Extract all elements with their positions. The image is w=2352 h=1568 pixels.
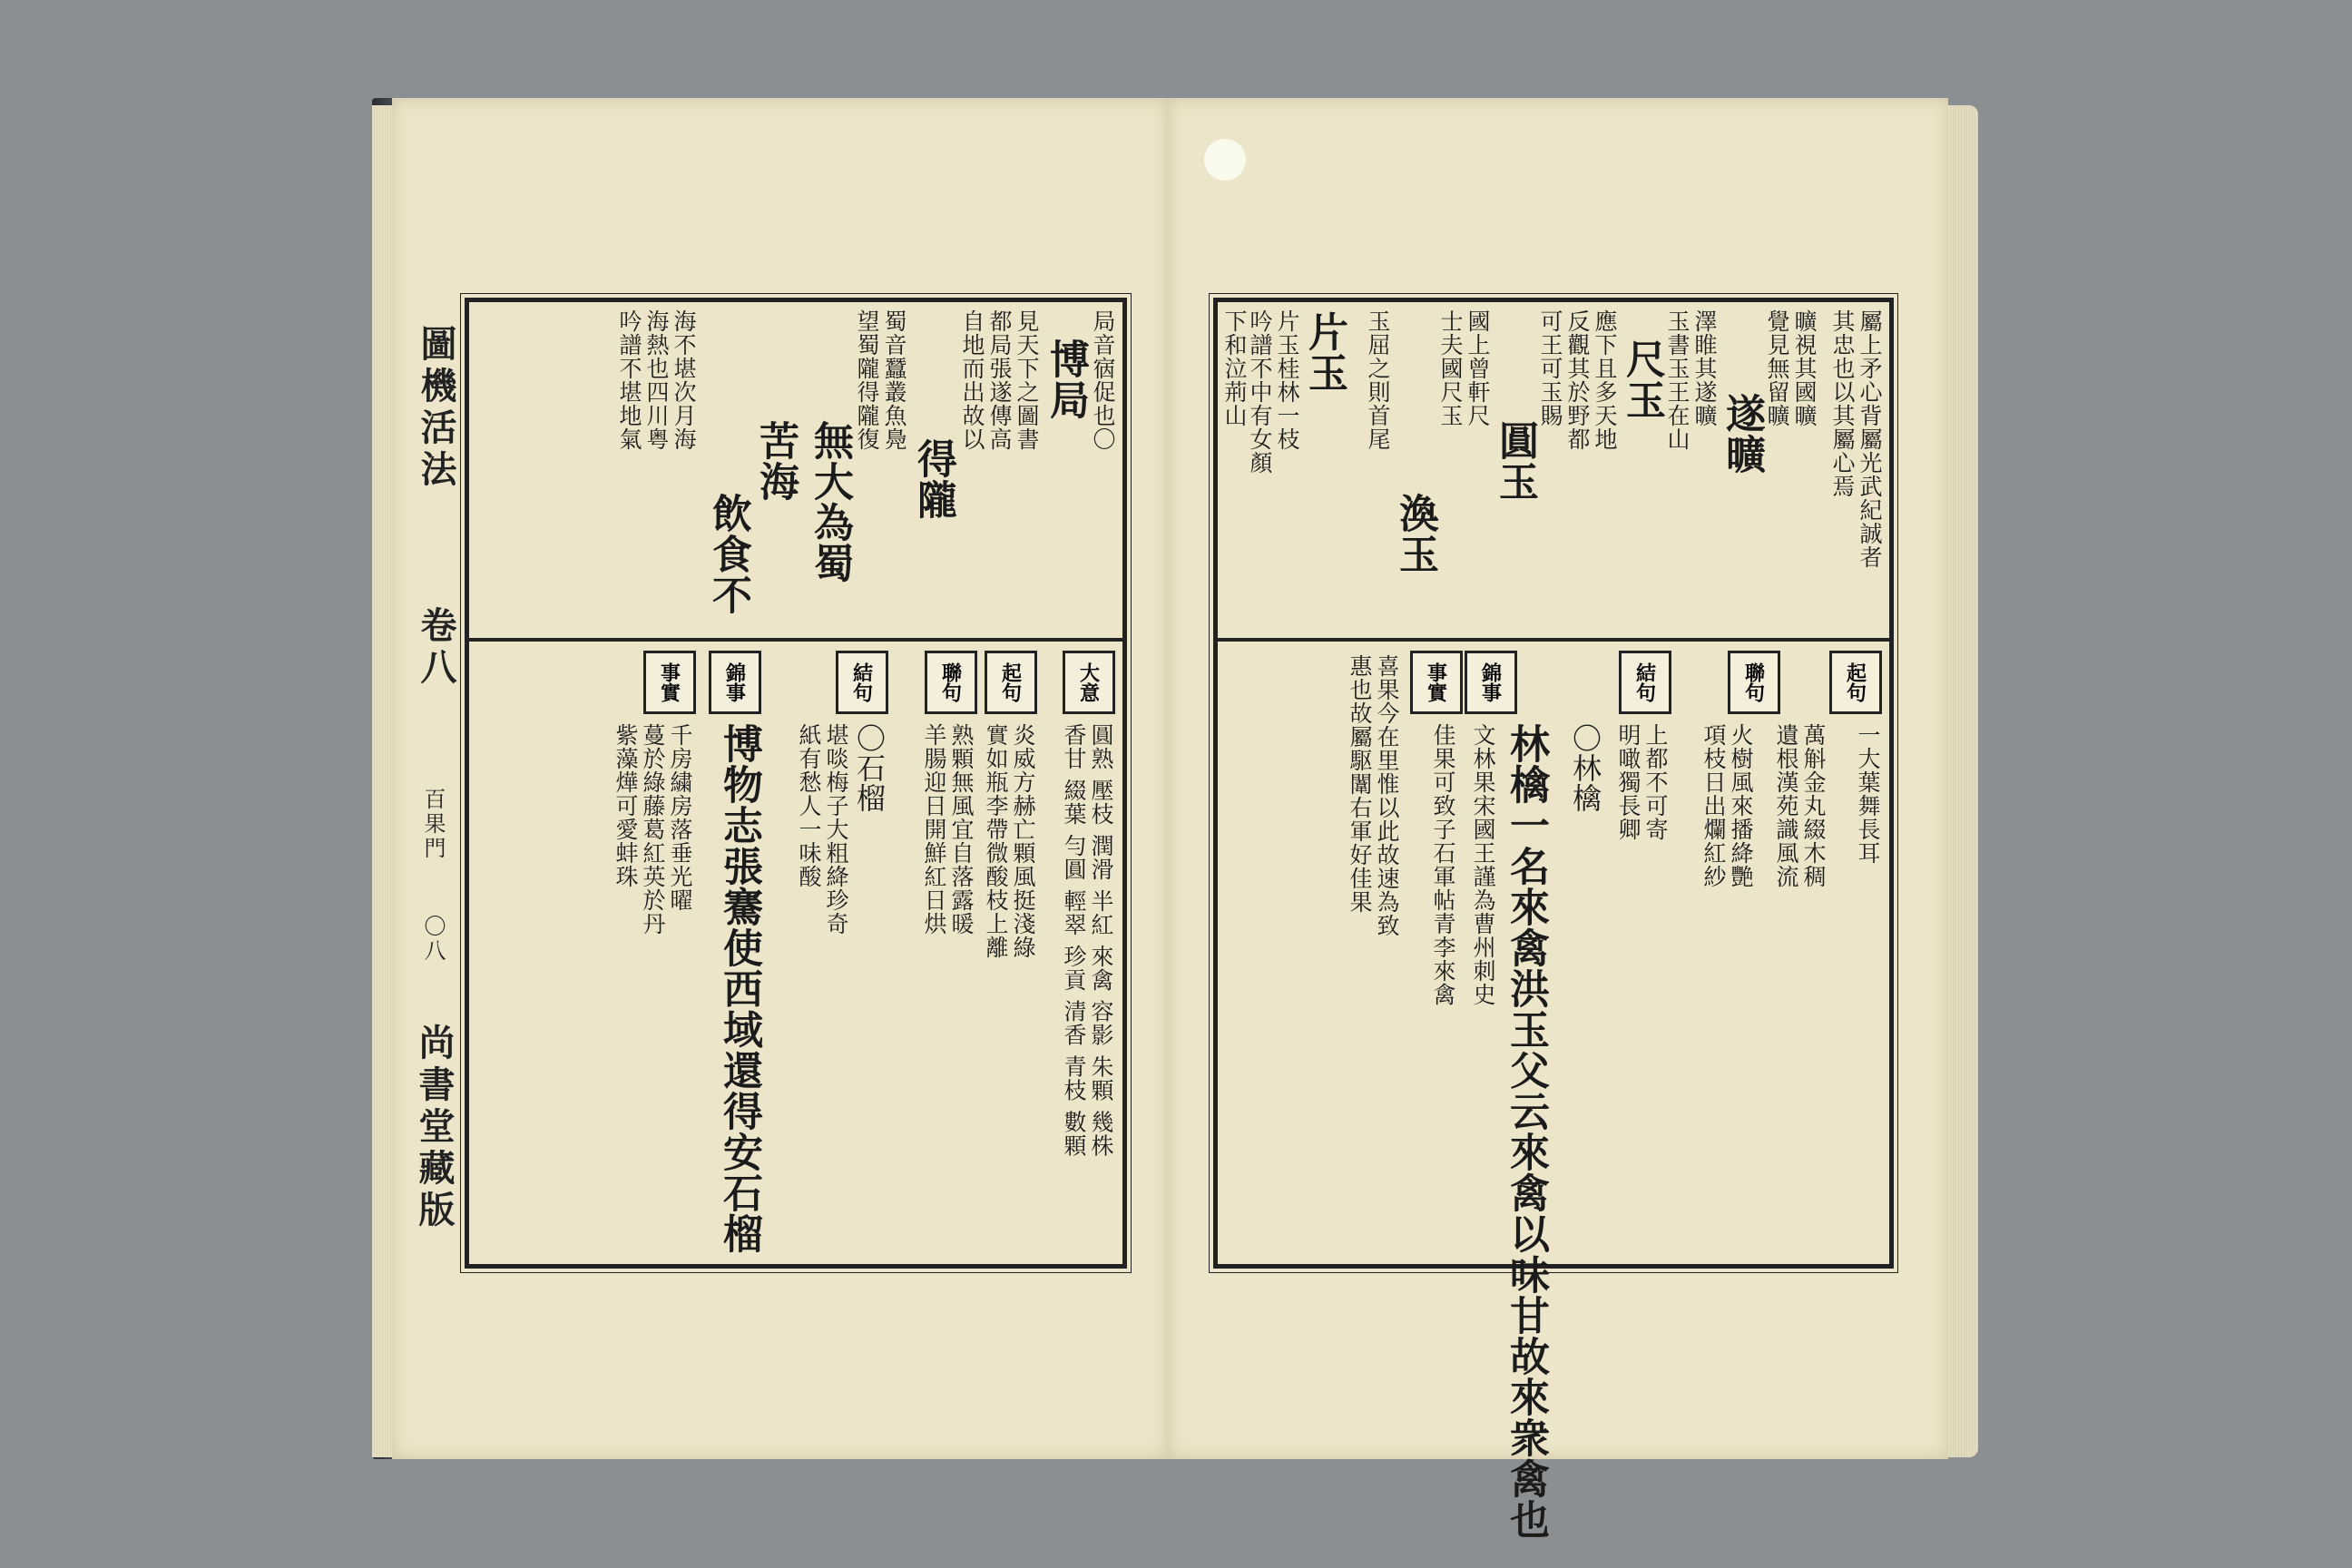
left-page-edge bbox=[372, 105, 392, 1457]
text-column: 都局張遂傳高 bbox=[986, 309, 1013, 451]
entry-heading: 得隴 bbox=[910, 438, 956, 520]
text-column: 見天下之圖書 bbox=[1014, 309, 1040, 451]
entry-heading: 無大為蜀 bbox=[807, 420, 853, 583]
text-column: 熟顆無風宜自落露暖 bbox=[948, 723, 975, 936]
text-column: 蜀音蠶叢魚鳧 bbox=[881, 309, 907, 451]
text-column: 佳果可致子石軍帖青李來禽 bbox=[1430, 723, 1456, 1006]
text-column: 澤睢其遂曠 bbox=[1691, 309, 1718, 427]
section-tag: 錦事 bbox=[709, 651, 761, 714]
entry-heading: 博局 bbox=[1043, 338, 1089, 420]
text-column: 惠也故屬駆闈右軍好佳果 bbox=[1347, 654, 1373, 914]
left-text-frame bbox=[465, 298, 1127, 1269]
text-column: 覺見無留曠 bbox=[1764, 309, 1790, 427]
text-column: 吟譜不中有女顏 bbox=[1247, 309, 1273, 475]
entry-heading: 片玉 bbox=[1301, 311, 1348, 393]
text-column: 反觀其於野都 bbox=[1564, 309, 1591, 451]
right-lower-register bbox=[1218, 642, 1889, 1540]
text-column: 文林果宋國王謹為曹州刺史 bbox=[1470, 723, 1496, 1006]
publisher-imprint: 尚書堂藏版 bbox=[413, 1024, 456, 1232]
text-column: 望蜀隴得隴復 bbox=[854, 309, 880, 451]
text-column: 明噉獨長卿 bbox=[1615, 723, 1642, 841]
text-column: 遺根漢苑識風流 bbox=[1773, 723, 1799, 888]
text-column: 喜果今在里惟以此故速為致 bbox=[1374, 654, 1400, 937]
section-tag: 大意 bbox=[1063, 651, 1115, 714]
text-column: 海不堪次月海 bbox=[671, 309, 697, 451]
entry-heading: 圓玉 bbox=[1492, 420, 1538, 502]
text-column: 一大葉舞長耳 bbox=[1855, 723, 1881, 865]
text-column: 炎威方赫亡顆風挺淺綠 bbox=[1010, 723, 1036, 959]
text-column: 屬上矛心背屬光武紀誠者 bbox=[1857, 309, 1883, 569]
text-column: 紫藻燁可愛蚌珠 bbox=[612, 723, 639, 888]
page-fore-edge bbox=[1948, 105, 1978, 1457]
entry-heading: 〇石榴 bbox=[852, 723, 887, 813]
section-tag: 結句 bbox=[1619, 651, 1671, 714]
left-lower-register bbox=[469, 642, 1122, 1264]
text-column: 千房繍房落垂光曜 bbox=[667, 723, 693, 912]
text-column: 可王可玉賜 bbox=[1537, 309, 1563, 427]
text-column: 士夫國尺玉 bbox=[1437, 309, 1464, 427]
margin-volume: 卷八 bbox=[415, 606, 457, 690]
text-column: 玉屈之則首尾 bbox=[1365, 309, 1391, 451]
entry-heading: 博物志張騫使西域還得安石榴 bbox=[716, 723, 762, 1254]
text-column: 吟譜不堪地氣 bbox=[616, 309, 642, 451]
paper-spot bbox=[1204, 139, 1246, 181]
entry-heading: 飲食不 bbox=[705, 493, 751, 615]
text-column: 玉書玉王在山 bbox=[1664, 309, 1690, 451]
entry-heading: 林檎一名來禽洪玉父云來禽以味甘故來衆禽也 bbox=[1503, 723, 1549, 1540]
entry-heading: 渙玉 bbox=[1392, 493, 1438, 574]
text-column: 項枝日出爛紅紗 bbox=[1700, 723, 1727, 888]
text-column: 國上曾軒尺 bbox=[1465, 309, 1491, 427]
text-column: 火樹風來播絳艷 bbox=[1728, 723, 1754, 888]
left-page bbox=[392, 98, 1169, 1459]
text-column: 圓熟 壓枝 潤滑 半紅 來禽 容影 朱顆 幾株 bbox=[1088, 723, 1114, 1158]
section-tag: 起句 bbox=[985, 651, 1037, 714]
text-column: 海熱也四川粤 bbox=[643, 309, 670, 451]
section-tag: 錦事 bbox=[1465, 651, 1517, 714]
text-column: 羊腸迎日開鮮紅日烘 bbox=[921, 723, 947, 936]
text-column: 曠視其國曠 bbox=[1791, 309, 1818, 427]
entry-heading: 尺玉 bbox=[1619, 338, 1665, 420]
margin-section: 百果門 bbox=[420, 788, 446, 861]
text-column: 實如瓶李帶微酸枝上離 bbox=[983, 723, 1009, 959]
text-column: 上都不可寄 bbox=[1642, 723, 1669, 841]
section-tag: 聯句 bbox=[1728, 651, 1780, 714]
section-tag: 結句 bbox=[836, 651, 888, 714]
text-column: 下和泣荊山 bbox=[1221, 309, 1248, 427]
text-column: 應下且多天地 bbox=[1592, 309, 1618, 451]
section-tag: 聯句 bbox=[925, 651, 977, 714]
text-column: 其忠也以其屬心焉 bbox=[1829, 309, 1856, 498]
text-column: 紙有愁人一味酸 bbox=[796, 723, 822, 888]
right-upper-register bbox=[1218, 302, 1889, 642]
right-text-frame bbox=[1213, 298, 1894, 1540]
left-upper-register bbox=[469, 302, 1122, 642]
open-book bbox=[372, 98, 1978, 1540]
text-column: 萬斛金丸綴木稠 bbox=[1800, 723, 1827, 888]
text-column: 堪啖梅子大粗絳珍奇 bbox=[823, 723, 849, 936]
text-column: 蔓於綠藤葛紅英於丹 bbox=[640, 723, 666, 936]
entry-heading: 〇林檎 bbox=[1568, 723, 1602, 813]
text-column: 自地而出故以 bbox=[959, 309, 985, 451]
section-tag: 事實 bbox=[643, 651, 696, 714]
margin-title: 圖機活法 bbox=[415, 325, 457, 492]
text-column: 香甘 綴葉 勻圓 輕翠 珍貢 清香 青枝 數顆 bbox=[1061, 723, 1087, 1158]
entry-heading: 苦海 bbox=[752, 420, 799, 502]
section-tag: 事實 bbox=[1410, 651, 1463, 714]
margin-page-number: 〇八 bbox=[420, 915, 446, 964]
text-column: 片玉桂林一枝 bbox=[1274, 309, 1300, 451]
section-tag: 起句 bbox=[1829, 651, 1882, 714]
text-column: 局音㝛促也〇 bbox=[1090, 309, 1116, 451]
right-page bbox=[1168, 98, 1948, 1540]
entry-heading: 遂曠 bbox=[1719, 393, 1765, 475]
